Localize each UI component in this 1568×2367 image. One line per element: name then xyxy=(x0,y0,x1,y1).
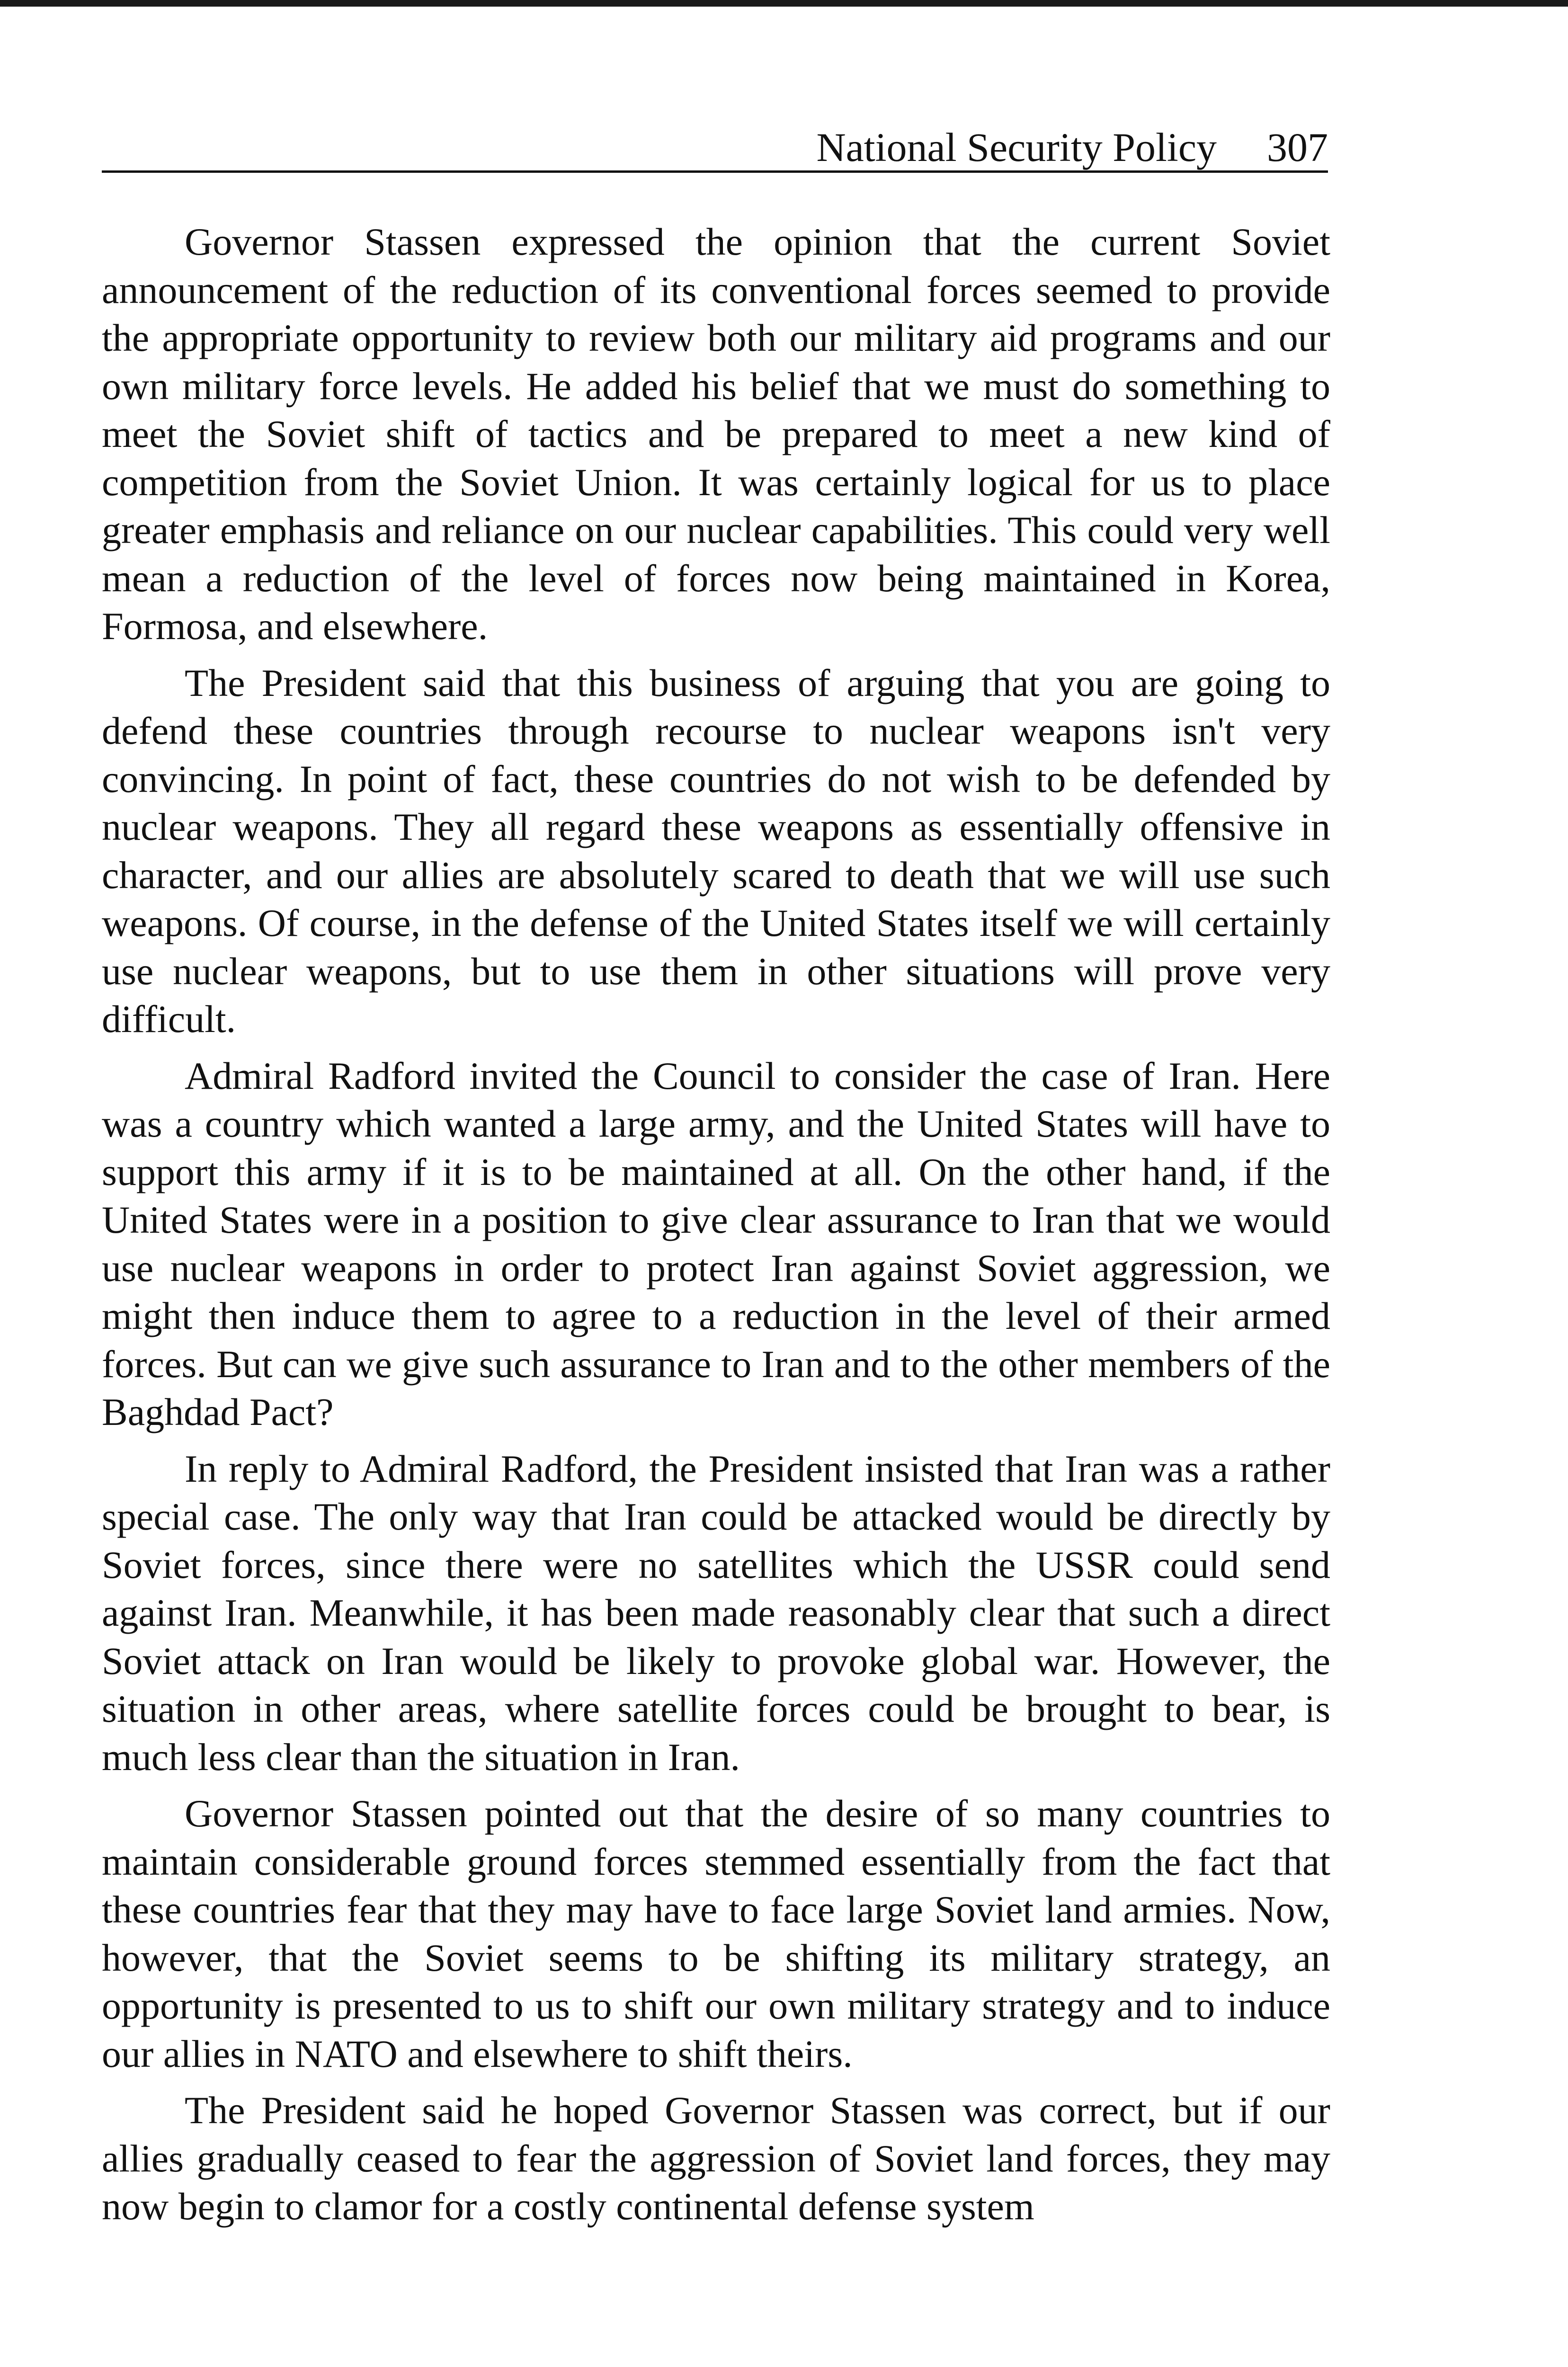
page-number: 307 xyxy=(1267,125,1328,170)
running-title: National Security Policy xyxy=(816,125,1217,170)
paragraph: The President said he hoped Governor Stassen was correct, but if our allies gradually ceased to fear the aggression of Soviet land forces, they may now begin to clamor for a costly continental defense system xyxy=(102,2089,1330,2228)
paragraph: The President said that this business of arguing that you are going to defend these countries through recourse to nuclear weapons isn't very convincing. In point of fact, these countries do not wish to be defended by nuclear weapons. They all regard these weapons as essentially offensive in character, and our allies are absolutely scared to death that we will use such weapons. Of course, in the defense of the United States itself we will certainly use nuclear weapons, but to use them in other situations will prove very difficult. xyxy=(102,661,1330,1041)
page-top-edge xyxy=(0,0,1568,7)
paragraph: Governor Stassen expressed the opinion that the current Soviet announcement of the reduction of its conventional forces seemed to provide the appropriate opportunity to review both our military aid programs and our own military force levels. He added his belief that we must do something to meet the Soviet shift of tactics and be prepared to meet a new kind of competition from the Soviet Union. It was certainly logical for us to place greater emphasis and reliance on our nuclear capabilities. This could very well mean a reduction of the level of forces now being maintained in Korea, Formosa, and elsewhere. xyxy=(102,220,1330,648)
paragraph: Admiral Radford invited the Council to consider the case of Iran. Here was a country which wanted a large army, and the United States will have to support this army if it is to be maintained at all. On the other hand, if the United States were in a position to give clear assurance to Iran that we would use nuclear weapons in order to protect Iran against Soviet aggression, we might then induce them to agree to a reduction in the level of their armed forces. But can we give such assurance to Iran and to the other members of the Baghdad Pact? xyxy=(102,1054,1330,1433)
paragraph: Governor Stassen pointed out that the desire of so many countries to maintain considerable ground forces stemmed essentially from the fact that these countries fear that they may have to face large Soviet land armies. Now, however, that the Soviet seems to be shifting its military strategy, an opportunity is presented to us to shift our own military strategy and to induce our allies in NATO and elsewhere to shift theirs. xyxy=(102,1792,1330,2075)
running-head xyxy=(102,123,1328,173)
paragraph: In reply to Admiral Radford, the President insisted that Iran was a rather special case. The only way that Iran could be attacked would be directly by Soviet forces, since there were no satellites which the USSR could send against Iran. Meanwhile, it has been made reasonably clear that such a direct Soviet attack on Iran would be likely to provoke global war. However, the situation in other areas, where satellite forces could be brought to bear, is much less clear than the situation in Iran. xyxy=(102,1447,1330,1779)
body-text xyxy=(102,218,1330,2239)
